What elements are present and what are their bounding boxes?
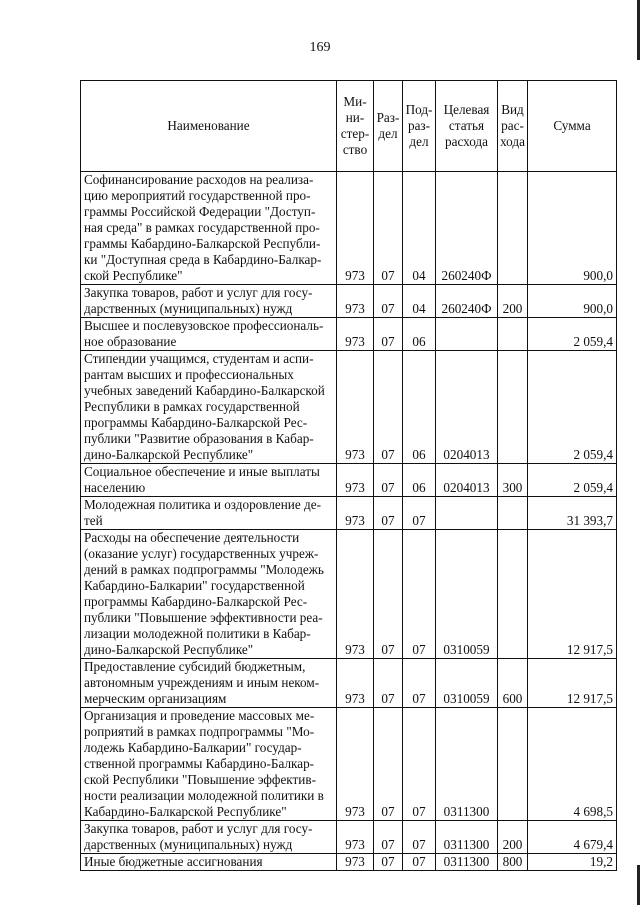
- header-name: Наименование: [81, 81, 337, 172]
- row-name-line: Предоставление субсидий бюджетным,: [84, 659, 306, 674]
- ministry-cell: 973: [337, 821, 374, 854]
- header-ministry: Ми- ни- стер- ство: [337, 81, 374, 172]
- subsection-cell: 04: [403, 172, 436, 285]
- ministry-cell: 973: [337, 318, 374, 351]
- header-type: Вид рас- хода: [498, 81, 528, 172]
- table-row: [81, 821, 617, 854]
- row-name-line: Кабардино-Балкарской Республике": [84, 804, 287, 819]
- target-cell: 0311300: [436, 854, 498, 871]
- subsection-cell: 07: [403, 821, 436, 854]
- sum-cell: 900,0: [528, 285, 617, 318]
- row-name-cell: [81, 351, 337, 464]
- section-cell: 07: [374, 351, 403, 464]
- subsection-cell: 07: [403, 497, 436, 530]
- header-sum: Сумма: [528, 81, 617, 172]
- row-name-line: Социальное обеспечение и иные выплаты: [84, 464, 320, 479]
- section-cell: 07: [374, 530, 403, 659]
- row-name-line: лодежь Кабардино-Балкарии" государ-: [84, 740, 302, 755]
- row-name-cell: [81, 821, 337, 854]
- sum-cell: 19,2: [528, 854, 617, 871]
- target-cell: 0310059: [436, 530, 498, 659]
- header-target: Целевая статья расхода: [436, 81, 498, 172]
- row-name-line: Организация и проведение массовых ме-: [84, 708, 315, 723]
- header-subsection: Под- раз- дел: [403, 81, 436, 172]
- subsection-cell: 06: [403, 351, 436, 464]
- subsection-cell: 04: [403, 285, 436, 318]
- row-name-line: дарственных (муниципальных) нужд: [84, 837, 293, 852]
- row-name-line: Иные бюджетные ассигнования: [84, 854, 263, 869]
- table-row: [81, 708, 617, 821]
- table-row: [81, 659, 617, 708]
- row-name-line: публики "Развитие образования в Кабар-: [84, 431, 314, 446]
- row-name-line: дений в рамках подпрограммы "Молодежь: [84, 562, 324, 577]
- subsection-cell: 07: [403, 708, 436, 821]
- row-name-cell: [81, 318, 337, 351]
- target-cell: 0311300: [436, 821, 498, 854]
- section-cell: 07: [374, 497, 403, 530]
- type-cell: 800: [498, 854, 528, 871]
- target-cell: 0204013: [436, 464, 498, 497]
- type-cell: [498, 172, 528, 285]
- ministry-cell: 973: [337, 530, 374, 659]
- table-row: [81, 530, 617, 659]
- row-name-line: цию мероприятий государственной про-: [84, 188, 311, 203]
- ministry-cell: 973: [337, 497, 374, 530]
- row-name-line: ственной программы Кабардино-Балкар-: [84, 756, 315, 771]
- row-name-line: Высшее и послевузовское профессиональ-: [84, 318, 324, 333]
- subsection-cell: 06: [403, 318, 436, 351]
- type-cell: [498, 318, 528, 351]
- subsection-cell: 07: [403, 530, 436, 659]
- row-name-line: Софинансирование расходов на реализа-: [84, 172, 314, 187]
- row-name-line: ности реализации молодежной политики в: [84, 788, 324, 803]
- row-name-line: роприятий в рамках подпрограммы "Мо-: [84, 724, 315, 739]
- header-section: Раз- дел: [374, 81, 403, 172]
- target-cell: 260240Ф: [436, 285, 498, 318]
- row-name-cell: [81, 497, 337, 530]
- row-name-line: рантам высших и профессиональных: [84, 367, 294, 382]
- row-name-line: Расходы на обеспечение деятельности: [84, 530, 300, 545]
- table-header-row: [81, 81, 617, 172]
- row-name-line: Молодежная политика и оздоровление де-: [84, 497, 321, 512]
- row-name-line: программы Кабардино-Балкарской Рес-: [84, 594, 308, 609]
- row-name-cell: [81, 659, 337, 708]
- row-name-line: автономным учреждениям и иным неком-: [84, 675, 320, 690]
- sum-cell: 2 059,4: [528, 464, 617, 497]
- section-cell: 07: [374, 854, 403, 871]
- target-cell: 0204013: [436, 351, 498, 464]
- section-cell: 07: [374, 285, 403, 318]
- row-name-line: ное образование: [84, 334, 177, 349]
- row-name-line: мерческим организациям: [84, 691, 227, 706]
- row-name-line: ской Республике": [84, 268, 183, 283]
- row-name-cell: [81, 464, 337, 497]
- row-name-line: (оказание услуг) государственных учреж-: [84, 546, 319, 561]
- subsection-cell: 07: [403, 659, 436, 708]
- row-name-line: дарственных (муниципальных) нужд: [84, 301, 293, 316]
- row-name-cell: [81, 530, 337, 659]
- row-name-line: дино-Балкарской Республике": [84, 447, 254, 462]
- sum-cell: 900,0: [528, 172, 617, 285]
- row-name-line: дино-Балкарской Республике": [84, 642, 254, 657]
- row-name-line: граммы Кабардино-Балкарской Республи-: [84, 236, 321, 251]
- row-name-line: Кабардино-Балкарии" государственной: [84, 578, 305, 593]
- type-cell: [498, 530, 528, 659]
- ministry-cell: 973: [337, 351, 374, 464]
- row-name-line: ная среда" в рамках государственной про-: [84, 220, 320, 235]
- target-cell: [436, 497, 498, 530]
- sum-cell: 2 059,4: [528, 318, 617, 351]
- row-name-line: граммы Российской Федерации "Доступ-: [84, 204, 316, 219]
- table-row: [81, 497, 617, 530]
- ministry-cell: 973: [337, 464, 374, 497]
- row-name-line: учебных заведений Кабардино-Балкарской: [84, 383, 325, 398]
- table-row: [81, 172, 617, 285]
- sum-cell: 12 917,5: [528, 530, 617, 659]
- row-name-line: публики "Повышение эффективности реа-: [84, 610, 323, 625]
- section-cell: 07: [374, 708, 403, 821]
- target-cell: 0311300: [436, 708, 498, 821]
- table-row: [81, 351, 617, 464]
- row-name-line: тей: [84, 513, 103, 528]
- ministry-cell: 973: [337, 854, 374, 871]
- type-cell: [498, 351, 528, 464]
- sum-cell: 4 679,4: [528, 821, 617, 854]
- ministry-cell: 973: [337, 285, 374, 318]
- type-cell: 200: [498, 285, 528, 318]
- type-cell: 600: [498, 659, 528, 708]
- row-name-cell: [81, 708, 337, 821]
- row-name-line: населению: [84, 480, 146, 495]
- sum-cell: 12 917,5: [528, 659, 617, 708]
- row-name-line: Закупка товаров, работ и услуг для госу-: [84, 285, 313, 300]
- row-name-line: лизации молодежной политики в Кабар-: [84, 626, 311, 641]
- row-name-cell: [81, 854, 337, 871]
- target-cell: 260240Ф: [436, 172, 498, 285]
- row-name-cell: [81, 172, 337, 285]
- page-number: 169: [309, 40, 331, 55]
- table-row: [81, 318, 617, 351]
- target-cell: [436, 318, 498, 351]
- subsection-cell: 06: [403, 464, 436, 497]
- row-name-line: Закупка товаров, работ и услуг для госу-: [84, 821, 313, 836]
- table-row: [81, 854, 617, 871]
- section-cell: 07: [374, 821, 403, 854]
- row-name-line: Республики в рамках государственной: [84, 399, 300, 414]
- row-name-line: Стипендии учащимся, студентам и аспи-: [84, 351, 314, 366]
- type-cell: [498, 497, 528, 530]
- row-name-line: ской Республики "Повышение эффектив-: [84, 772, 316, 787]
- section-cell: 07: [374, 464, 403, 497]
- type-cell: 200: [498, 821, 528, 854]
- ministry-cell: 973: [337, 659, 374, 708]
- row-name-cell: [81, 285, 337, 318]
- type-cell: 300: [498, 464, 528, 497]
- table-row: [81, 285, 617, 318]
- subsection-cell: 07: [403, 854, 436, 871]
- section-cell: 07: [374, 659, 403, 708]
- ministry-cell: 973: [337, 172, 374, 285]
- ministry-cell: 973: [337, 708, 374, 821]
- row-name-line: ки "Доступная среда в Кабардино-Балкар-: [84, 252, 322, 267]
- section-cell: 07: [374, 318, 403, 351]
- sum-cell: 4 698,5: [528, 708, 617, 821]
- section-cell: 07: [374, 172, 403, 285]
- target-cell: 0310059: [436, 659, 498, 708]
- sum-cell: 2 059,4: [528, 351, 617, 464]
- row-name-line: программы Кабардино-Балкарской Рес-: [84, 415, 308, 430]
- type-cell: [498, 708, 528, 821]
- sum-cell: 31 393,7: [528, 497, 617, 530]
- table-row: [81, 464, 617, 497]
- budget-table: [80, 80, 617, 871]
